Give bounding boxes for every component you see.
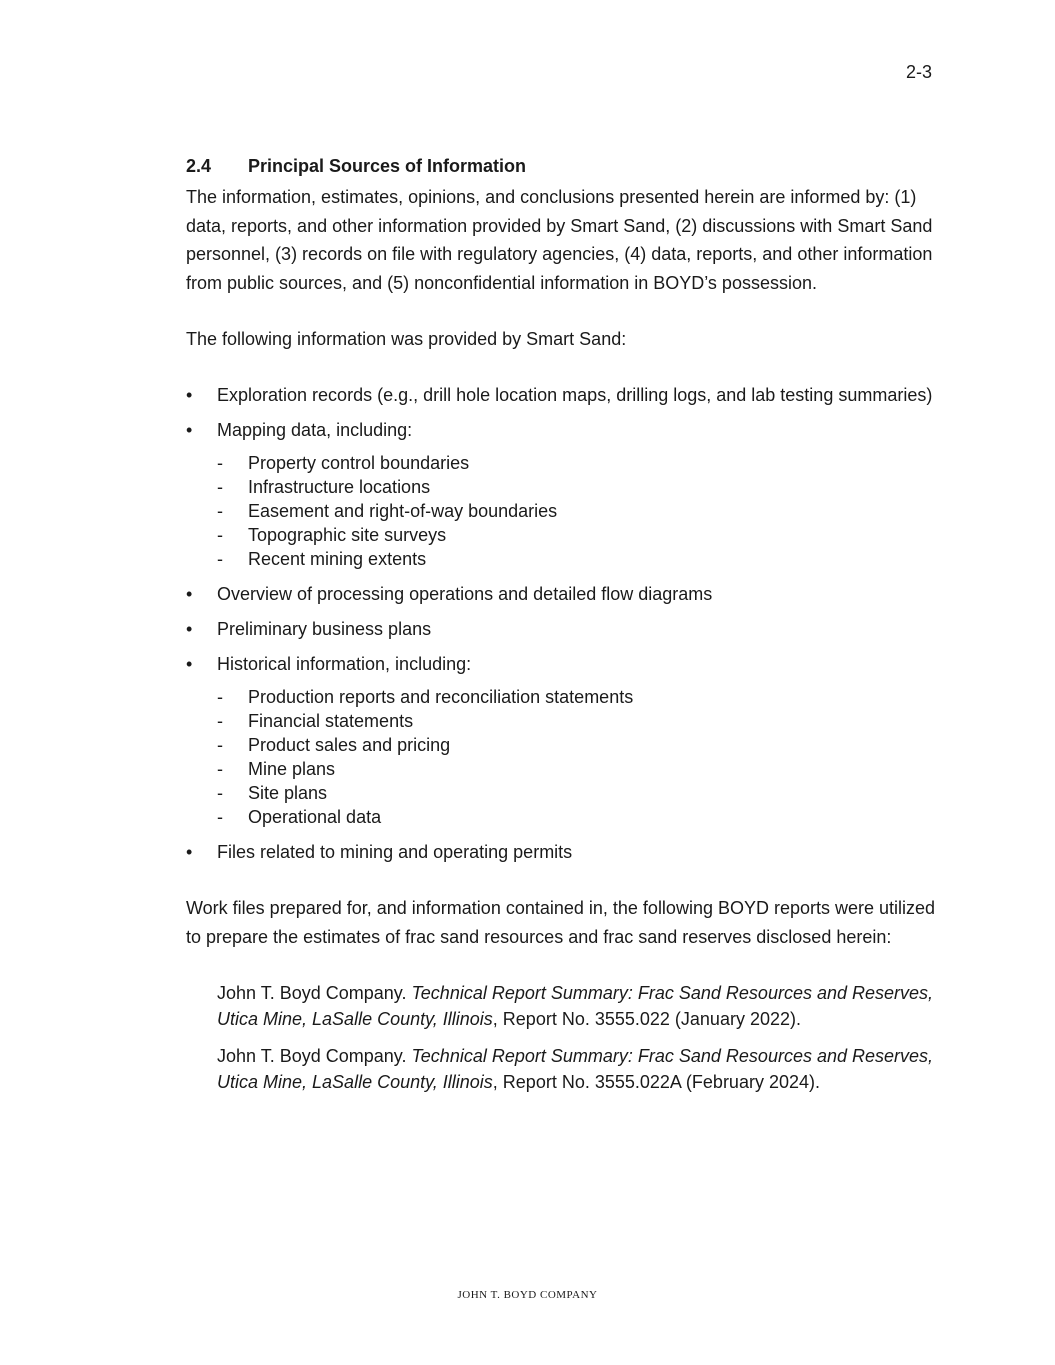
intro-paragraph: The information, estimates, opinions, and conclusions presented herein are informed by: (1) data, reports, and other information provided by Smart Sand, (2) discussions with Smart Sand personnel, (3) records on file with regulatory agencies, (4) data, reports, and other information from public sources, and (5) nonconfidential information in BOYD’s possession. — [186, 187, 933, 293]
sub-list-item-text: Mine plans — [248, 758, 336, 779]
sub-list-item-text: Site plans — [248, 782, 328, 803]
sub-list-item — [217, 805, 936, 829]
sub-list-item — [217, 475, 936, 499]
reference-author: John T. Boyd Company. — [217, 983, 412, 1004]
footer-company-name: JOHN T. BOYD COMPANY — [457, 1289, 598, 1301]
list-item-text: Mapping data, including: — [217, 419, 413, 440]
page-content — [186, 156, 936, 1107]
sub-list-item — [217, 685, 936, 709]
section-title: Principal Sources of Information — [248, 156, 527, 176]
bullet-icon: • — [186, 618, 193, 639]
list-item-text: Preliminary business plans — [217, 618, 432, 639]
sub-list-item — [217, 451, 936, 475]
reference-title: Technical Report Summary: Frac Sand Resources and Reserves, Utica Mine, LaSalle County, Illinois — [217, 1046, 934, 1092]
sub-list-item — [217, 499, 936, 523]
provided-by-line: The following information was provided by Smart Sand: — [186, 329, 627, 350]
list-item — [186, 617, 936, 641]
section-number: 2.4 — [186, 156, 212, 176]
work-files-paragraph: Work files prepared for, and information contained in, the following BOYD reports were utilized to prepare the estimates of frac sand resources and frac sand reserves disclosed herein: — [186, 897, 936, 947]
bullet-icon: • — [186, 841, 193, 862]
sub-list-item — [217, 547, 936, 571]
bullet-icon: • — [186, 419, 193, 440]
sub-list-item-text: Recent mining extents — [248, 548, 427, 569]
list-item — [186, 383, 936, 407]
reference-details: , Report No. 3555.022 (January 2022). — [492, 1008, 801, 1029]
dash-icon: - — [217, 782, 223, 803]
dash-icon: - — [217, 476, 223, 497]
list-item-text: Historical information, including: — [217, 653, 472, 674]
bullet-icon: • — [186, 583, 193, 604]
sub-list — [217, 685, 936, 829]
dash-icon: - — [217, 734, 223, 755]
list-item — [186, 652, 936, 829]
sub-list-item — [217, 733, 936, 757]
sub-list-item-text: Product sales and pricing — [248, 734, 451, 755]
dash-icon: - — [217, 806, 223, 827]
dash-icon: - — [217, 548, 223, 569]
list-item — [186, 840, 936, 864]
dash-icon: - — [217, 452, 223, 473]
reference-entry — [217, 1044, 936, 1095]
sub-list-item-text: Financial statements — [248, 710, 414, 731]
sub-list-item — [217, 523, 936, 547]
section-heading — [186, 156, 936, 177]
reference-title: Technical Report Summary: Frac Sand Resources and Reserves, Utica Mine, LaSalle County, Illinois — [217, 983, 934, 1029]
sub-list-item-text: Property control boundaries — [248, 452, 470, 473]
list-item-text: Files related to mining and operating permits — [217, 841, 573, 862]
sub-list-item-text: Infrastructure locations — [248, 476, 431, 497]
dash-icon: - — [217, 710, 223, 731]
sub-list-item-text: Easement and right-of-way boundaries — [248, 500, 558, 521]
list-item — [186, 582, 936, 606]
page-number: 2-3 — [905, 62, 932, 82]
list-item-text: Exploration records (e.g., drill hole location maps, drilling logs, and lab testing summaries) — [217, 384, 933, 405]
dash-icon: - — [217, 758, 223, 779]
reference-list — [217, 981, 936, 1095]
sub-list-item-text: Operational data — [248, 806, 382, 827]
dash-icon: - — [217, 686, 223, 707]
sub-list-item — [217, 709, 936, 733]
list-item-text: Overview of processing operations and detailed flow diagrams — [217, 583, 713, 604]
dash-icon: - — [217, 500, 223, 521]
sub-list-item-text: Topographic site surveys — [248, 524, 447, 545]
reference-author: John T. Boyd Company. — [217, 1046, 412, 1067]
list-item — [186, 418, 936, 571]
reference-details: , Report No. 3555.022A (February 2024). — [492, 1071, 820, 1092]
reference-entry — [217, 981, 936, 1032]
bullet-icon: • — [186, 653, 193, 674]
sub-list-item — [217, 781, 936, 805]
sub-list-item-text: Production reports and reconciliation statements — [248, 686, 634, 707]
dash-icon: - — [217, 524, 223, 545]
sub-list — [217, 451, 936, 571]
sub-list-item — [217, 757, 936, 781]
information-list — [186, 383, 936, 864]
bullet-icon: • — [186, 384, 193, 405]
